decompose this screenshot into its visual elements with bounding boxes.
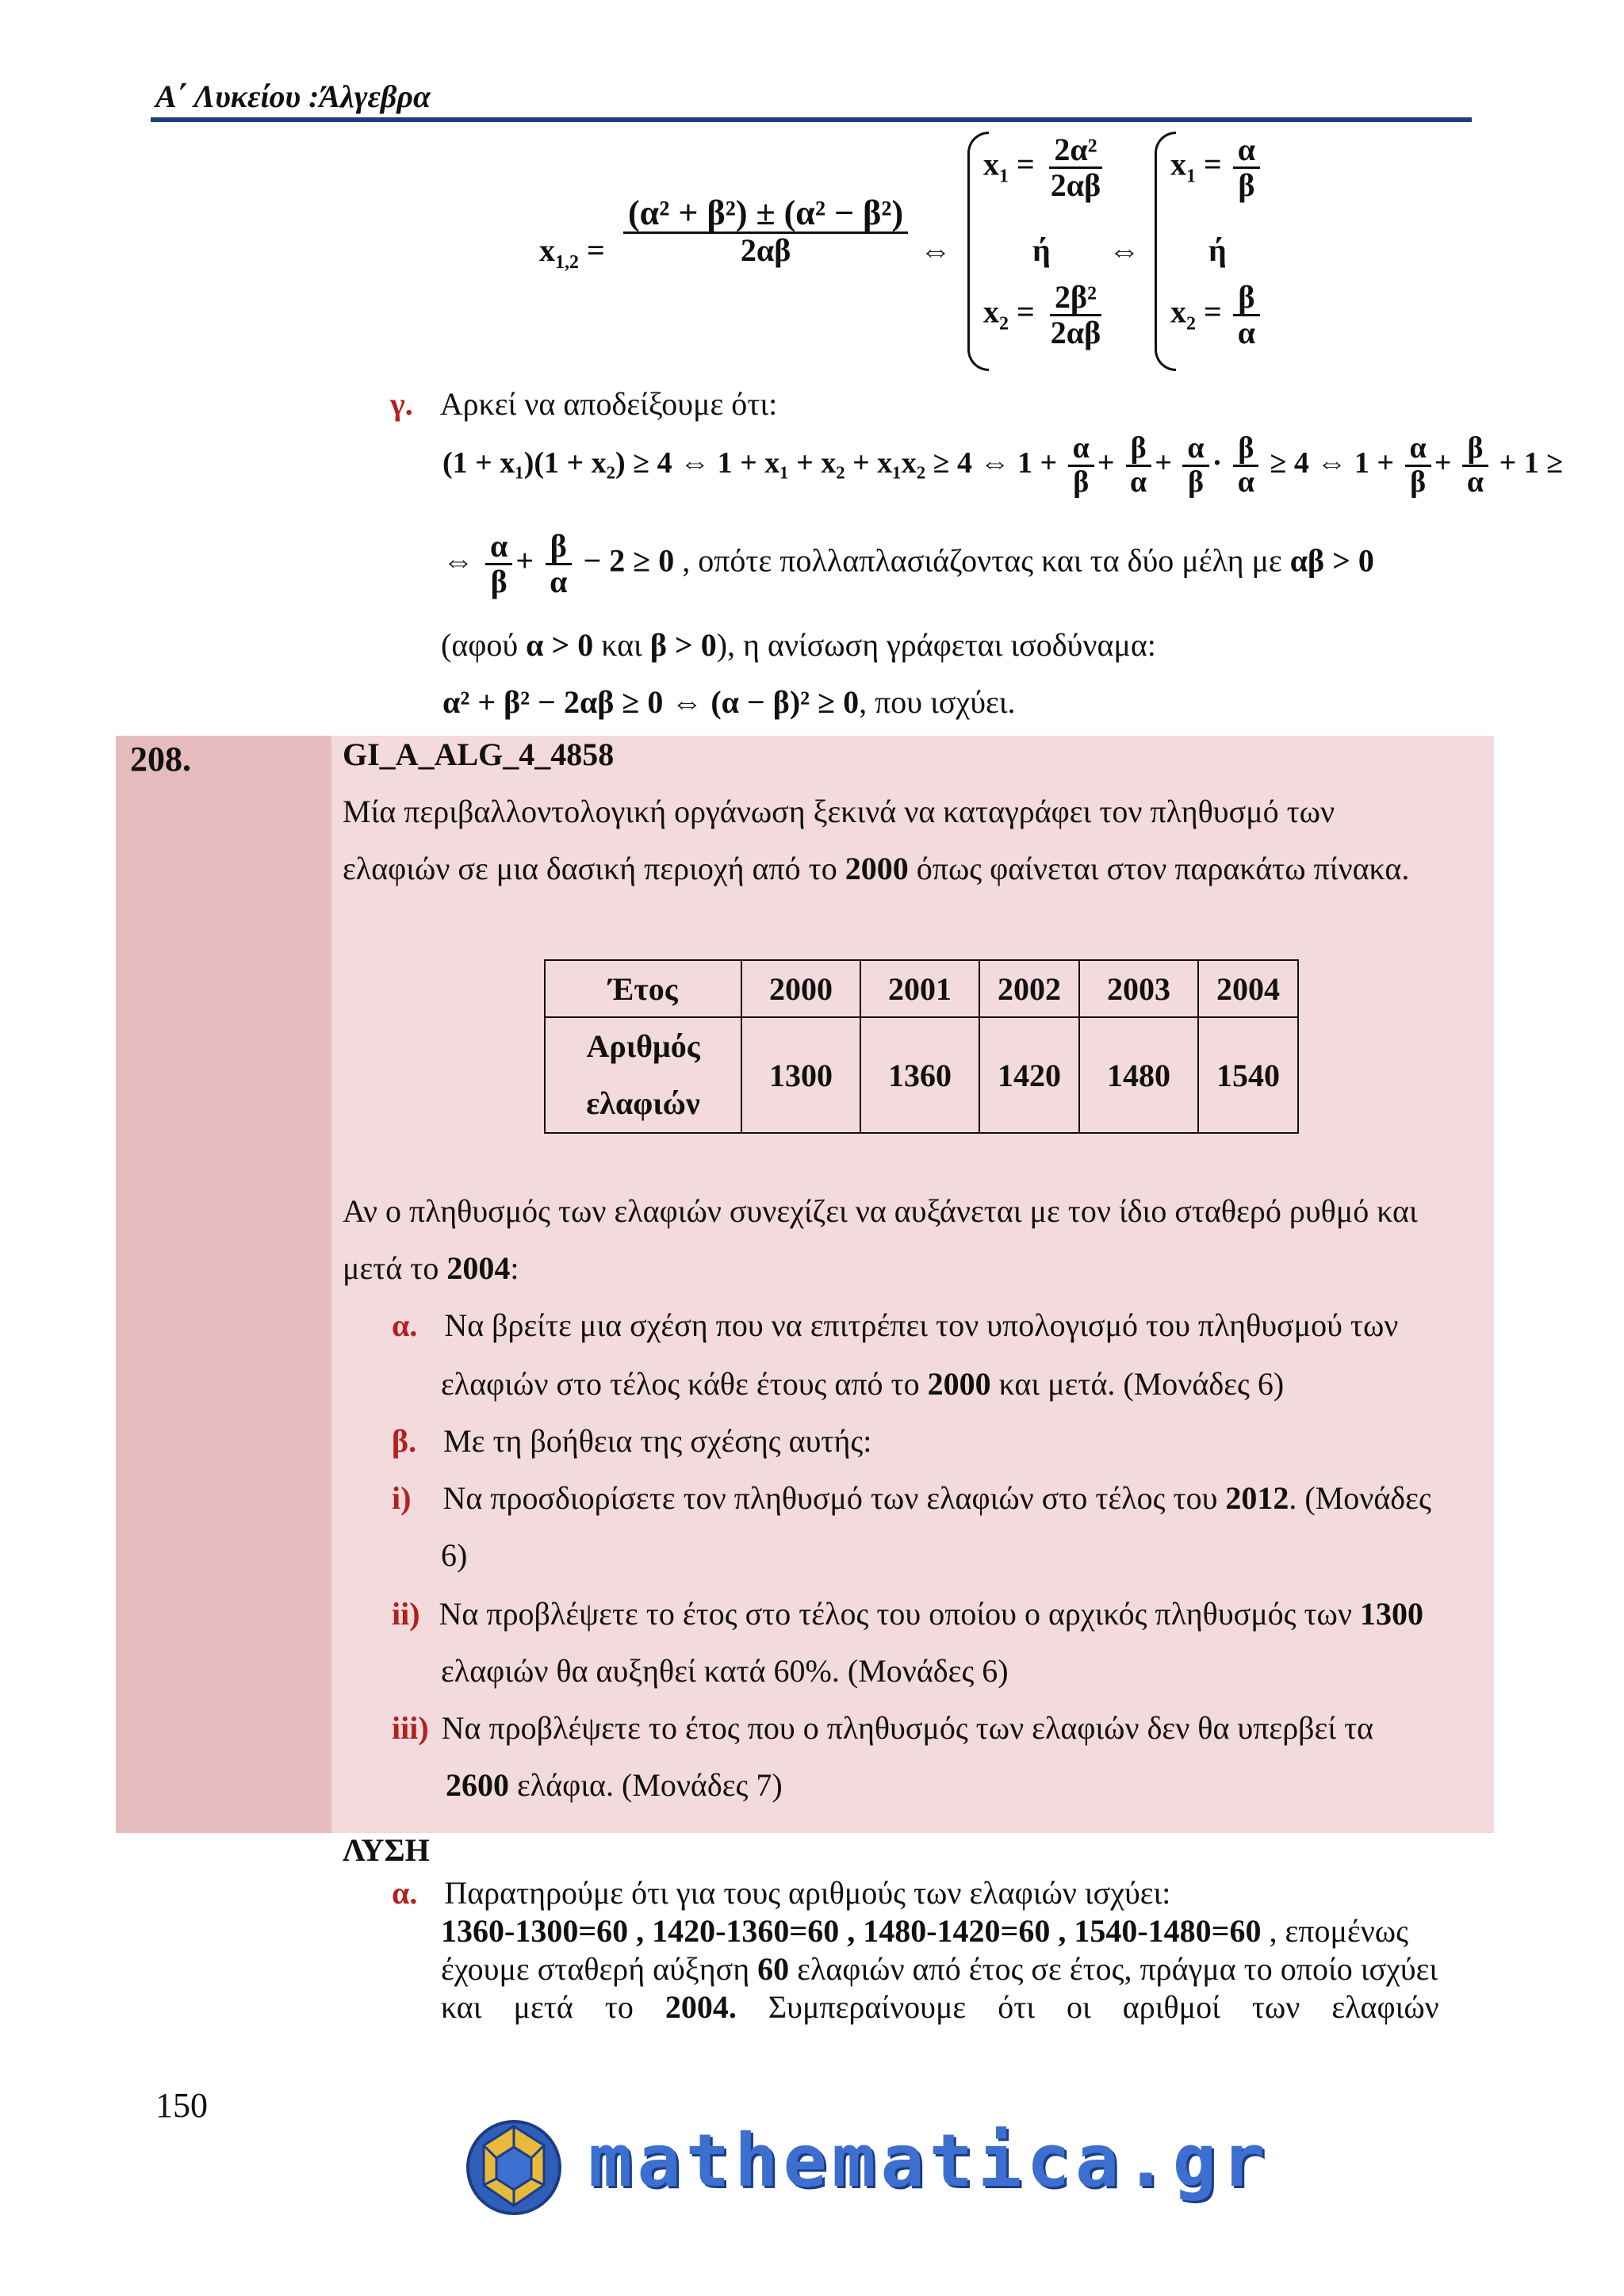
x12-fraction (620, 195, 911, 267)
question-a-2: ελαφιών στο τέλος κάθε έτους από το 2000 και μετά. (Μονάδες 6) (441, 1366, 1285, 1402)
gamma-line-2: ⇔ $\frac{\alpha}{\beta}$ + $\frac{\beta}{\alpha}$ − 2 ≥ 0 , οπότε πολλαπλασιάζοντας και τα δύο μέλη με αβ > 0 (442, 528, 1374, 599)
solution-a-1: α. Παρατηρούμε ότι για τους αριθμούς των ελαφιών ισχύει: (392, 1875, 1171, 1911)
solution-a-2: 1360-1300=60 , 1420-1360=60 , 1480-1420=60 , 1540-1480=60 , επομένως (441, 1913, 1408, 1949)
question-b-iii-1: iii) Να προβλέψετε το έτος που ο πληθυσμός των ελαφιών δεν θα υπερβεί τα (392, 1710, 1374, 1746)
system1-or: ή (1032, 232, 1051, 268)
system1-x1: $x_1$ = $\frac{\text{2α²}}{2\alpha\beta}$ (983, 132, 1101, 203)
table-year: 2000 (741, 960, 860, 1017)
iff-symbol-1: ⇔ (920, 232, 952, 268)
question-b-i-2: 6) (441, 1537, 468, 1573)
table-count: 1540 (1198, 1017, 1298, 1133)
question-b-ii-1: ii) Να προβλέψετε το έτος στο τέλος του οποίου ο αρχικός πληθυσμός των 1300 (392, 1596, 1423, 1632)
question-b: β. Με τη βοήθεια της σχέσης αυτής: (392, 1423, 872, 1459)
deer-table-wrap (544, 959, 1299, 1134)
solution-a-4: και μετά το 2004. Συμπεραίνουμε ότι οι αριθμοί των ελαφιών (441, 1989, 1439, 2025)
solution-heading: ΛΥΣΗ (343, 1832, 430, 1868)
system2-x1: $x_1$ = $\frac{\alpha}{\beta}$ (1170, 133, 1263, 202)
table-header-count: Αριθμός ελαφιών (545, 1017, 741, 1133)
table-count: 1420 (979, 1017, 1079, 1133)
problem-number-column (116, 736, 331, 1833)
header-rule (151, 117, 1472, 122)
question-b-ii-2: ελαφιών θα αυξηθεί κατά 60%. (Μονάδες 6) (441, 1653, 1009, 1689)
question-b-iii-2: 2600 ελάφια. (Μονάδες 7) (446, 1767, 783, 1803)
gamma-line-1: (1 + x₁)(1 + x₂) ≥ 4 ⇔ 1 + x₁ + x₂ + x₁x₂ ≥ 4 ⇔ 1 + $\frac{\alpha}{\beta}$ + $\frac{\beta}{\alpha}$ + $\frac{\alpha}{\beta}$ · $\frac{\beta}{\alpha}$ ≥ 4 ⇔ 1 + $\frac{\alpha}{\beta}$ + $\frac{\beta}{\alpha}$ + 1 ≥ (442, 431, 1564, 499)
table-year: 2004 (1198, 960, 1298, 1017)
table-year: 2002 (979, 960, 1079, 1017)
site-logo[interactable]: mathematica.gr (588, 2118, 1270, 2203)
problem-code: GI_A_ALG_4_4858 (343, 737, 615, 772)
table-header-year: Έτος (545, 960, 741, 1017)
page-number: 150 (155, 2086, 208, 2125)
x12-denominator: 2αβ (740, 232, 791, 269)
problem-number: 208. (130, 740, 191, 779)
table-year: 2003 (1079, 960, 1198, 1017)
solution-a-3: έχουμε σταθερή αύξηση 60 ελαφιών από έτος σε έτος, πράγμα το οποίο ισχύει (441, 1951, 1438, 1987)
table-count: 1480 (1079, 1017, 1198, 1133)
iff-symbol-2: ⇔ (1109, 232, 1140, 268)
system2-or: ή (1208, 232, 1227, 268)
question-b-i-1: i) Να προσδιορίσετε τον πληθυσμό των ελαφιών στο τέλος του 2012. (Μονάδες (392, 1480, 1431, 1516)
gamma-line-3: (αφού α > 0 και β > 0), η ανίσωση γράφεται ισοδύναμα: (441, 627, 1156, 663)
problem-intro-2: ελαφιών σε μια δασική περιοχή από το 2000 όπως φαίνεται στον παρακάτω πίνακα. (343, 851, 1410, 886)
gamma-label: γ. (390, 386, 413, 422)
table-year: 2001 (860, 960, 979, 1017)
gamma-line-4: α² + β² − 2αβ ≥ 0 ⇔ (α − β)² ≥ 0, που ισχύει. (442, 684, 1016, 720)
running-header: Α΄ Λυκείου :Άλγεβρα (155, 78, 431, 114)
system1-x2: $x_2$ = $\frac{\text{2β²}}{2\alpha\beta}$ (983, 279, 1101, 350)
table-count: 1300 (741, 1017, 860, 1133)
condition-2: μετά το 2004: (343, 1250, 519, 1286)
table-count: 1360 (860, 1017, 979, 1133)
condition-1: Αν ο πληθυσμός των ελαφιών συνεχίζει να αυξάνεται με τον ίδιο σταθερό ρυθμό και (343, 1193, 1418, 1229)
x12-lhs: $x_{1,2}$ = (539, 232, 605, 273)
problem-intro-1: Μία περιβαλλοντολογική οργάνωση ξεκινά να καταγράφει τον πληθυσμό των (343, 794, 1335, 829)
system2-x2: $x_2$ = $\frac{\beta}{\alpha}$ (1170, 281, 1263, 350)
x12-numerator: (α² + β²) ± (α² − β²) (623, 195, 908, 234)
gamma-intro: γ. Αρκεί να αποδείξουμε ότι: (390, 386, 778, 422)
logo-icon (465, 2118, 563, 2217)
deer-table (544, 959, 1299, 1134)
question-a-1: α. Να βρείτε μια σχέση που να επιτρέπει τον υπολογισμό του πληθυσμού των (392, 1307, 1399, 1343)
